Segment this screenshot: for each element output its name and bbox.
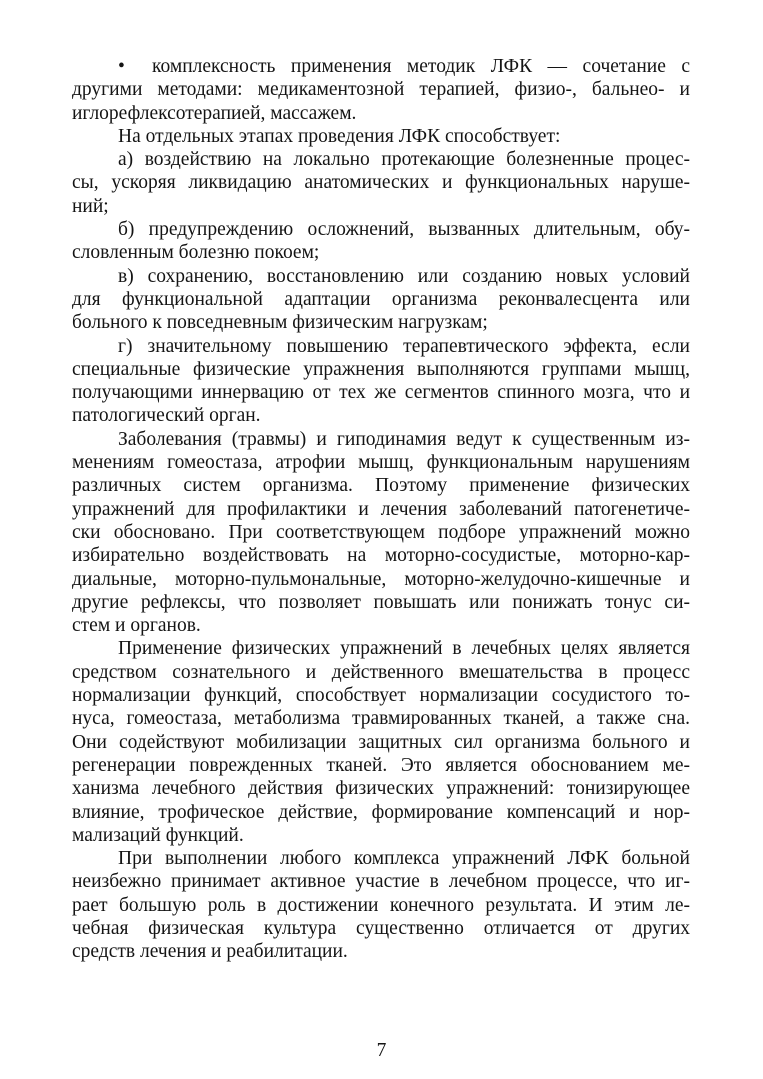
text-line: Заболевания (травмы) и гиподинамия ведут к существенным из- — [118, 428, 690, 450]
bullet-icon: • — [118, 56, 125, 77]
text-line: регенерации поврежденных тканей. Это является обоснованием ме- — [72, 754, 690, 776]
paragraph-application — [72, 637, 690, 847]
paragraph-conclusion — [72, 847, 690, 963]
text-line: сы, ускоряя ликвидацию анатомических и функциональных наруше- — [72, 172, 690, 194]
text-line: а) воздействию на локально протекающие болезненные процес- — [118, 149, 690, 171]
text-line: менениям гомеостаза, атрофии мышц, функциональным нарушениям — [72, 452, 690, 474]
text-line: г) значительному повышению терапевтического эффекта, если — [118, 335, 690, 357]
text-line: комплексность применения методик ЛФК — сочетание с — [152, 56, 690, 77]
text-line: специальные физические упражнения выполняются группами мышц, — [72, 358, 690, 380]
text-line: Применение физических упражнений в лечебных целях является — [118, 638, 690, 660]
text-line: в) сохранению, восстановлению или созданию новых условий — [118, 265, 690, 287]
text-line: средством сознательного и действенного вмешательства в процесс — [72, 661, 690, 683]
text-line: патологический орган. — [72, 405, 261, 427]
text-line: нуса, гомеостаза, метаболизма травмированных тканей, а также сна. — [72, 708, 690, 730]
paragraph-diseases — [72, 428, 690, 638]
bullet-first-line — [72, 55, 690, 78]
bullet-item — [72, 55, 690, 125]
text-line: чебная физическая культура существенно отличается от других — [72, 917, 690, 939]
page-number: 7 — [376, 1040, 387, 1061]
text-line: избирательно воздействовать на моторно-сосудистые, моторно-кар- — [72, 545, 690, 567]
paragraph-item-v — [72, 265, 690, 335]
text-line: нормализации функций, способствует нормализации сосудистого то- — [72, 685, 690, 707]
text-line: средств лечения и реабилитации. — [72, 941, 348, 963]
paragraph-intro — [72, 125, 690, 148]
text-line: ханизма лечебного действия физических упражнений: тонизирующее — [72, 778, 690, 800]
text-line: стем и органов. — [72, 615, 201, 637]
text-line: иглорефлексотерапией, массажем. — [72, 102, 357, 124]
text-line: мализаций функций. — [72, 824, 244, 846]
text-line: Они содействуют мобилизации защитных сил организма больного и — [72, 731, 690, 753]
text-line: влияние, трофическое действие, формирование компенсаций и нор- — [72, 801, 690, 823]
text-line: различных систем организма. Поэтому применение физических — [72, 475, 690, 497]
paragraph-item-b — [72, 218, 690, 265]
text-line: б) предупреждению осложнений, вызванных длительным, обу- — [118, 219, 690, 241]
text-line: словленным болезню покоем; — [72, 242, 320, 264]
text-line: ний; — [72, 195, 109, 217]
text-line: рает большую роль в достижении конечного результата. И этим ле- — [72, 894, 690, 916]
text-line: диальные, моторно-пульмональные, моторно-желудочно-кишечные и — [72, 568, 690, 590]
text-line: другими методами: медикаментозной терапией, физио-, бальнео- и — [72, 79, 690, 101]
paragraph-item-a — [72, 148, 690, 218]
text-line: ски обосновано. При соответствующем подборе упражнений можно — [72, 521, 690, 543]
text-line: неизбежно принимает активное участие в лечебном процессе, что иг- — [72, 871, 690, 893]
text-line: больного к повседневным физическим нагрузкам; — [72, 312, 488, 334]
text-line: упражнений для профилактики и лечения заболеваний патогенетиче- — [72, 498, 690, 520]
text-line: получающими иннервацию от тех же сегментов спинного мозга, что и — [72, 382, 690, 404]
page-body — [72, 55, 690, 964]
paragraph-item-g — [72, 335, 690, 428]
text-line: для функциональной адаптации организма реконвалесцента или — [72, 288, 690, 310]
text-line: На отдельных этапах проведения ЛФК способствует: — [118, 125, 561, 147]
text-line: При выполнении любого комплекса упражнений ЛФК больной — [118, 848, 690, 870]
text-line: другие рефлексы, что позволяет повышать или понижать тонус си- — [72, 591, 690, 613]
